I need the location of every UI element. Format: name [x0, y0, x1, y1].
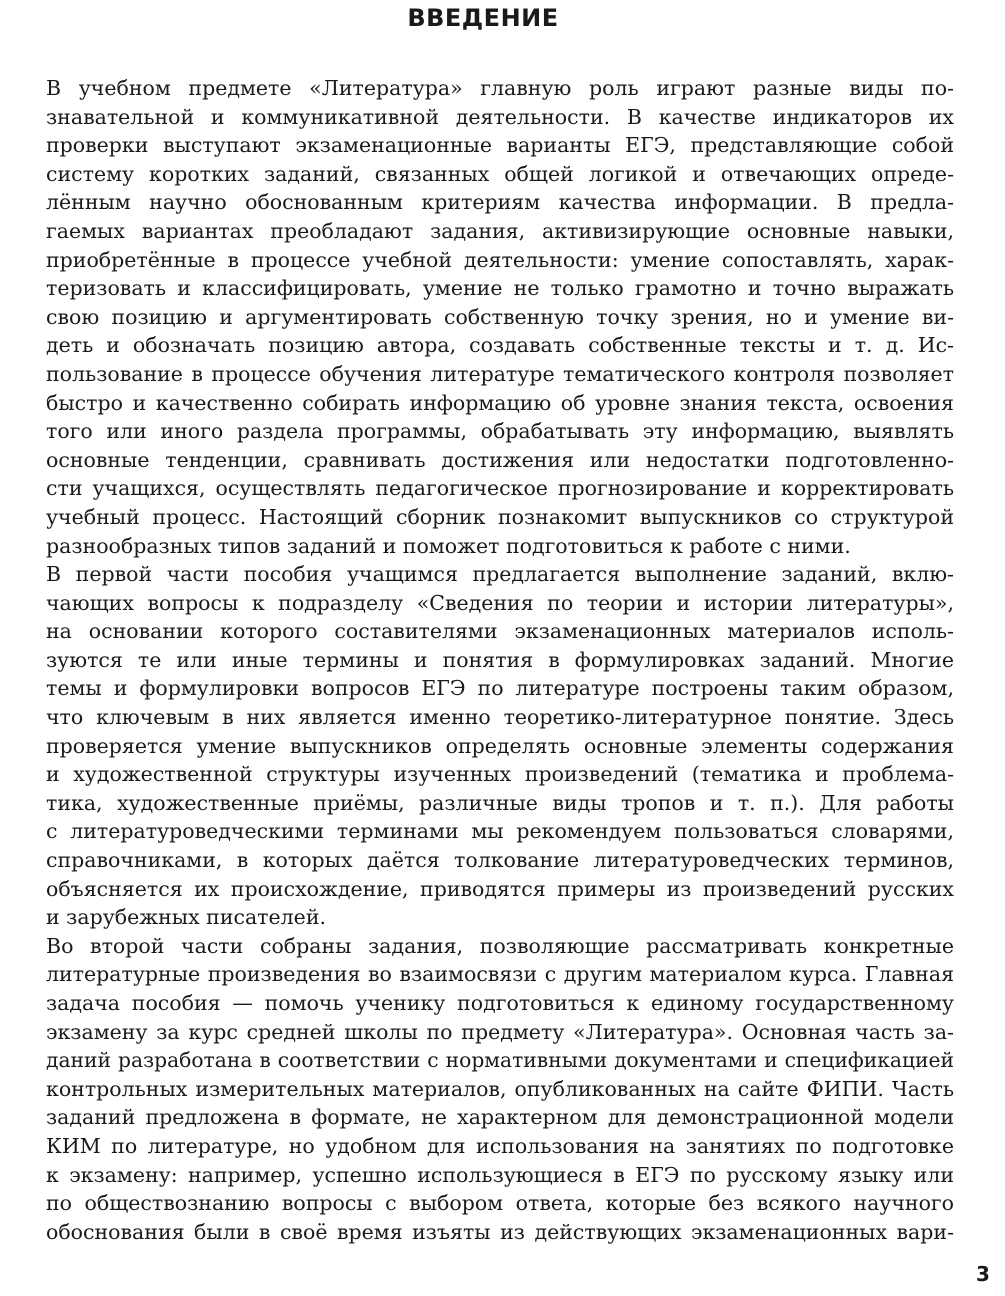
text-line: темы и формулировки вопросов ЕГЭ по литературе построены таким образом,: [46, 676, 954, 701]
text-line: быстро и качественно собирать информацию об уровне знания текста, освоения: [46, 390, 954, 415]
text-line: заданий предложена в формате, не характерном для демонстрационной модели: [46, 1105, 954, 1130]
text-line: тика, художественные приёмы, различные виды тропов и т. п.). Для работы: [46, 790, 954, 815]
text-line: контрольных измерительных материалов, опубликованных на сайте ФИПИ. Часть: [46, 1076, 954, 1101]
text-line: того или иного раздела программы, обрабатывать эту информацию, выявлять: [46, 419, 954, 444]
text-line: к экзамену: например, успешно использующиеся в ЕГЭ по русскому языку или: [46, 1162, 954, 1187]
text-line: разнообразных типов заданий и поможет подготовиться к работе с ними.: [46, 533, 851, 558]
text-line: зуются те или иные термины и понятия в формулировках заданий. Многие: [46, 647, 954, 672]
text-line: приобретённые в процессе учебной деятельности: умение сопоставлять, харак-: [46, 247, 954, 272]
text-line: учебный процесс. Настоящий сборник познакомит выпускников со структурой: [46, 504, 954, 529]
text-line: проверки выступают экзаменационные варианты ЕГЭ, представляющие собой: [46, 133, 954, 158]
page-title: ВВЕДЕНИЕ: [407, 4, 559, 32]
text-line: что ключевым в них является именно теоретико-литературное понятие. Здесь: [46, 705, 954, 730]
text-line: задача пособия — помочь ученику подготовиться к единому государственному: [46, 991, 954, 1015]
text-line: В первой части пособия учащимся предлагается выполнение заданий, вклю-: [46, 562, 954, 587]
paragraph-2: [12, 560, 954, 932]
text-line: КИМ по литературе, но удобном для использования на занятиях по подготовке: [46, 1133, 954, 1158]
text-line: даний разработана в соответствии с нормативными документами и спецификацией: [46, 1048, 954, 1073]
text-line: пользование в процессе обучения литературе тематического контроля позволяет: [46, 361, 954, 386]
text-line: по обществознанию вопросы с выбором ответа, которые без всякого научного: [46, 1191, 954, 1216]
text-line: обоснования были в своё время изъяты из действующих экзаменационных вари-: [46, 1219, 954, 1244]
paragraph-1: [12, 74, 954, 560]
text-line: экзамену за курс средней школы по предмету «Литература». Основная часть за-: [46, 1019, 954, 1044]
text-line: систему коротких заданий, связанных общей логикой и отвечающих опреде-: [46, 161, 954, 186]
text-line: и художественной структуры изученных произведений (тематика и проблема-: [46, 762, 954, 787]
text-line: свою позицию и аргументировать собственную точку зрения, но и умение ви-: [46, 304, 954, 329]
text-line: на основании которого составителями экзаменационных материалов исполь-: [46, 619, 954, 644]
body-text: [12, 74, 954, 1246]
text-line: литературные произведения во взаимосвязи с другим материалом курса. Главная: [46, 962, 954, 987]
paragraph-3: [12, 932, 954, 1247]
text-line: и зарубежных писателей.: [46, 905, 326, 930]
text-line: сти учащихся, осуществлять педагогическое прогнозирование и корректировать: [46, 476, 954, 501]
text-line: основные тенденции, сравнивать достижения или недостатки подготовленно-: [46, 447, 954, 472]
text-line: теризовать и классифицировать, умение не только грамотно и точно выражать: [46, 276, 954, 301]
text-line: Во второй части собраны задания, позволяющие рассматривать конкретные: [46, 933, 954, 958]
text-line: проверяется умение выпускников определять основные элементы содержания: [46, 733, 954, 758]
text-line: объясняется их происхождение, приводятся примеры из произведений русских: [46, 876, 954, 901]
text-line: чающих вопросы к подразделу «Сведения по теории и истории литературы»,: [46, 590, 954, 615]
text-line: с литературоведческими терминами мы рекомендуем пользоваться словарями,: [46, 819, 954, 844]
text-line: В учебном предмете «Литература» главную роль играют разные виды по-: [46, 76, 954, 100]
text-line: гаемых вариантах преобладают задания, активизирующие основные навыки,: [46, 218, 954, 243]
page-number: 3: [976, 1262, 990, 1286]
text-line: справочниками, в которых даётся толкование литературоведческих терминов,: [46, 848, 954, 873]
text-line: лённым научно обоснованным критериям качества информации. В предла-: [46, 190, 954, 215]
text-line: деть и обозначать позицию автора, создавать собственные тексты и т. д. Ис-: [46, 333, 954, 358]
text-line: знавательной и коммуникативной деятельности. В качестве индикаторов их: [46, 104, 954, 129]
